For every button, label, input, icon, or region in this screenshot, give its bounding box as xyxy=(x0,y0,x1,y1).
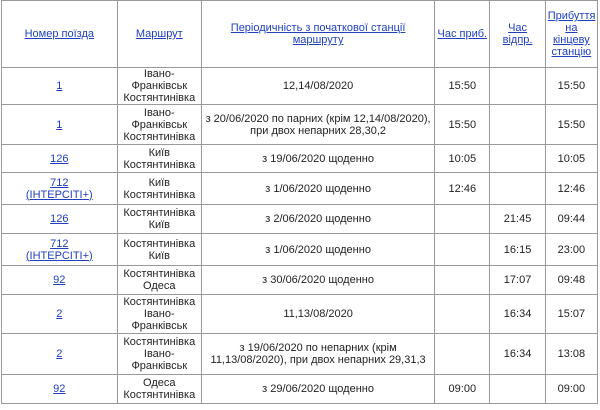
arrival-cell: 09:00 xyxy=(435,375,490,404)
header-arrival-time[interactable] xyxy=(435,1,490,68)
arrival-cell: 15:50 xyxy=(435,68,490,105)
departure-cell: 16:15 xyxy=(490,234,545,266)
sort-departure-link[interactable]: Час відпр. xyxy=(502,22,533,46)
train-number-cell[interactable] xyxy=(2,145,118,173)
periodicity-cell: з 29/06/2020 щоденно xyxy=(202,375,435,404)
departure-cell xyxy=(490,173,545,205)
sort-periodicity-link[interactable]: Періодичність з початкової станції маршруту xyxy=(230,22,406,46)
arrival-cell xyxy=(435,205,490,234)
train-number-cell[interactable] xyxy=(2,68,118,105)
departure-cell xyxy=(490,375,545,404)
train-number-link[interactable]: 1 xyxy=(56,80,63,92)
header-route[interactable] xyxy=(117,1,201,68)
departure-cell: 16:34 xyxy=(490,295,545,334)
train-number-cell[interactable] xyxy=(2,334,118,375)
route-cell: Київ Костянтинівка xyxy=(117,145,201,173)
table-row xyxy=(2,145,598,173)
departure-cell xyxy=(490,68,545,105)
departure-cell: 17:07 xyxy=(490,266,545,295)
route-cell: Костянтинівка Одеса xyxy=(117,266,201,295)
train-number-cell[interactable] xyxy=(2,375,118,404)
train-number-cell[interactable] xyxy=(2,295,118,334)
arrival-cell: 15:50 xyxy=(435,105,490,145)
train-number-link[interactable]: 92 xyxy=(53,274,66,286)
final-arrival-cell: 13:08 xyxy=(545,334,597,375)
arrival-cell xyxy=(435,234,490,266)
header-row xyxy=(2,1,598,68)
periodicity-cell: з 19/06/2020 по непарних (крім 11,13/08/2020), при двох непарних 29,31,3 xyxy=(202,334,435,375)
periodicity-cell: з 1/06/2020 щоденно xyxy=(202,173,435,205)
sort-train-number-link[interactable]: Номер поїзда xyxy=(24,28,94,40)
periodicity-cell: з 19/06/2020 щоденно xyxy=(202,145,435,173)
final-arrival-cell: 23:00 xyxy=(545,234,597,266)
train-number-link[interactable]: 2 xyxy=(56,348,63,360)
table-row xyxy=(2,234,598,266)
train-number-cell[interactable] xyxy=(2,266,118,295)
table-row xyxy=(2,266,598,295)
arrival-cell xyxy=(435,266,490,295)
header-departure-time[interactable] xyxy=(490,1,545,68)
periodicity-cell: 11,13/08/2020 xyxy=(202,295,435,334)
train-schedule-table xyxy=(1,0,598,404)
train-number-link[interactable]: 126 xyxy=(50,152,69,165)
route-cell: Івано- Франківськ Костянтинівка xyxy=(117,68,201,105)
train-number-link[interactable]: 712 (ІНТЕРСІТІ+) xyxy=(25,237,93,262)
sort-arrival-link[interactable]: Час приб. xyxy=(437,28,488,40)
train-number-link[interactable]: 92 xyxy=(53,383,66,395)
header-periodicity[interactable] xyxy=(202,1,435,68)
arrival-cell: 10:05 xyxy=(435,145,490,173)
periodicity-cell: 12,14/08/2020 xyxy=(202,68,435,105)
train-number-link[interactable]: 126 xyxy=(50,213,69,225)
table-row xyxy=(2,68,598,105)
table-row xyxy=(2,105,598,145)
train-number-cell[interactable] xyxy=(2,105,118,145)
final-arrival-cell: 15:50 xyxy=(545,68,597,105)
sort-final-arrival-link[interactable]: Прибуття на кінцеву станцію xyxy=(547,10,596,58)
train-number-cell[interactable] xyxy=(2,173,118,205)
table-row xyxy=(2,205,598,234)
arrival-cell xyxy=(435,295,490,334)
train-number-link[interactable]: 1 xyxy=(56,118,63,131)
header-train-number[interactable] xyxy=(2,1,118,68)
route-cell: Костянтинівка Івано- Франківськ xyxy=(117,295,201,334)
train-number-link[interactable]: 712 (ІНТЕРСІТІ+) xyxy=(25,176,93,201)
table-row xyxy=(2,334,598,375)
sort-route-link[interactable]: Маршрут xyxy=(135,28,183,40)
final-arrival-cell: 09:00 xyxy=(545,375,597,404)
arrival-cell: 12:46 xyxy=(435,173,490,205)
periodicity-cell: з 20/06/2020 по парних (крім 12,14/08/2020), при двох непарних 28,30,2 xyxy=(202,105,435,145)
route-cell: Івано- Франківськ Костянтинівка xyxy=(117,105,201,145)
arrival-cell xyxy=(435,334,490,375)
route-cell: Одеса Костянтинівка xyxy=(117,375,201,404)
route-cell: Костянтинівка Київ xyxy=(117,234,201,266)
train-number-cell[interactable] xyxy=(2,205,118,234)
departure-cell xyxy=(490,145,545,173)
final-arrival-cell: 15:07 xyxy=(545,295,597,334)
train-number-cell[interactable] xyxy=(2,234,118,266)
departure-cell xyxy=(490,105,545,145)
departure-cell: 21:45 xyxy=(490,205,545,234)
route-cell: Костянтинівка Київ xyxy=(117,205,201,234)
periodicity-cell: з 2/06/2020 щоденно xyxy=(202,205,435,234)
route-cell: Київ Костянтинівка xyxy=(117,173,201,205)
final-arrival-cell: 15:50 xyxy=(545,105,597,145)
table-row xyxy=(2,173,598,205)
departure-cell: 16:34 xyxy=(490,334,545,375)
train-number-link[interactable]: 2 xyxy=(56,308,63,320)
final-arrival-cell: 12:46 xyxy=(545,173,597,205)
final-arrival-cell: 09:48 xyxy=(545,266,597,295)
header-final-arrival[interactable] xyxy=(545,1,597,68)
periodicity-cell: з 1/06/2020 щоденно xyxy=(202,234,435,266)
periodicity-cell: з 30/06/2020 щоденно xyxy=(202,266,435,295)
route-cell: Костянтинівка Івано- Франківськ xyxy=(117,334,201,375)
table-row xyxy=(2,295,598,334)
final-arrival-cell: 09:44 xyxy=(545,205,597,234)
final-arrival-cell: 10:05 xyxy=(545,145,597,173)
table-row xyxy=(2,375,598,404)
